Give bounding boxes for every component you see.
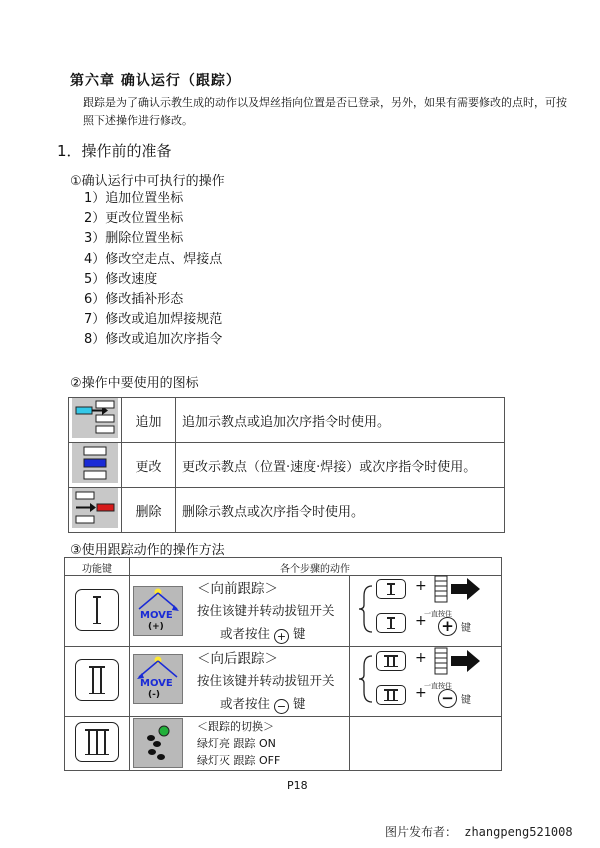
switch-title: ＜跟踪的切换＞ bbox=[197, 720, 274, 733]
list-item: 6）修改插补形态 bbox=[84, 291, 184, 307]
track-key-3-icon bbox=[75, 722, 119, 762]
method-table: 功能键 各个步骤的动作 MOVE (+) ＜向前跟踪＞ 按住该键并转动拔钮开关 或者按住 + 键 + + 一直按住 + 键 MOVE (-) ＜向后跟踪＞ 按住该键并转动拔钮开关 或者按住 − 键 + + 一直按住 − 键 ＜跟踪的切换＞ 绿灯亮 跟踪 ON 绿灯灭 跟踪 OFF bbox=[64, 557, 502, 771]
delete-icon bbox=[72, 488, 118, 528]
section-heading: 1．操作前的准备 bbox=[57, 142, 172, 160]
jog-dial-arrow-icon bbox=[434, 647, 484, 675]
icon-desc: 追加示教点或追加次序指令时使用。 bbox=[176, 398, 505, 443]
switch-on-text: 绿灯亮 跟踪 ON bbox=[197, 737, 276, 750]
list-item: 7）修改或追加焊接规范 bbox=[84, 312, 223, 328]
operations-heading: ①确认运行中可执行的操作 bbox=[70, 174, 225, 189]
add-icon bbox=[72, 398, 118, 438]
page-number: P18 bbox=[287, 779, 308, 792]
list-item: 8）修改或追加次序指令 bbox=[84, 332, 223, 348]
minus-key-icon: − bbox=[274, 699, 289, 714]
backward-line1: 按住该键并转动拔钮开关 bbox=[197, 673, 335, 688]
list-item: 5）修改速度 bbox=[84, 271, 158, 287]
plus-key-icon: + bbox=[274, 629, 289, 644]
move-forward-icon: MOVE (+) bbox=[133, 586, 183, 636]
credit-text: 图片发布者： zhangpeng521008 bbox=[385, 825, 573, 839]
list-item: 4）修改空走点、焊接点 bbox=[84, 251, 223, 267]
plus-key-icon: + bbox=[438, 617, 457, 636]
jog-dial-arrow-icon bbox=[434, 575, 484, 603]
intro-paragraph: 跟踪是为了确认示教生成的动作以及焊丝指向位置是否已登录，另外，如果有需要修改的点时，可按照下述操作进行修改。 bbox=[83, 96, 567, 127]
switch-off-text: 绿灯灭 跟踪 OFF bbox=[197, 754, 281, 767]
column-header: 各个步骤的动作 bbox=[280, 564, 350, 575]
backward-title: ＜向后跟踪＞ bbox=[197, 651, 278, 667]
icon-name: 更改 bbox=[122, 443, 176, 488]
forward-title: ＜向前跟踪＞ bbox=[197, 581, 278, 597]
track-key-2-small-icon bbox=[376, 685, 406, 705]
list-item: 2）更改位置坐标 bbox=[84, 211, 184, 227]
brace-icon bbox=[356, 654, 376, 704]
table-row bbox=[69, 398, 505, 443]
icon-desc: 更改示教点（位置·速度·焊接）或次序指令时使用。 bbox=[176, 443, 505, 488]
backward-line2: 或者按住 − 键 bbox=[220, 696, 306, 713]
forward-line2: 或者按住 + 键 bbox=[220, 626, 306, 643]
icons-heading: ②操作中要使用的图标 bbox=[70, 376, 199, 391]
chapter-title: 第六章 确认运行（跟踪） bbox=[70, 73, 241, 89]
list-item: 3）删除位置坐标 bbox=[84, 231, 184, 247]
minus-key-icon: − bbox=[438, 689, 457, 708]
track-key-2-small-icon bbox=[376, 651, 406, 671]
table-row bbox=[69, 443, 505, 488]
column-header: 功能键 bbox=[82, 564, 112, 575]
move-backward-icon: MOVE (-) bbox=[133, 654, 183, 704]
table-row bbox=[69, 488, 505, 533]
track-key-1-small-icon bbox=[376, 613, 406, 633]
track-key-1-small-icon bbox=[376, 579, 406, 599]
track-key-2-icon bbox=[75, 659, 119, 701]
track-key-1-icon bbox=[75, 589, 119, 631]
forward-line1: 按住该键并转动拔钮开关 bbox=[197, 603, 335, 618]
operations-list bbox=[84, 189, 222, 351]
brace-icon bbox=[356, 584, 376, 634]
icon-table bbox=[68, 397, 505, 533]
icon-name: 追加 bbox=[122, 398, 176, 443]
list-item: 1）追加位置坐标 bbox=[84, 191, 184, 206]
icon-name: 删除 bbox=[122, 488, 176, 533]
change-icon bbox=[72, 443, 118, 483]
track-switch-icon bbox=[133, 718, 183, 768]
icon-desc: 删除示教点或次序指令时使用。 bbox=[176, 488, 505, 533]
method-heading: ③使用跟踪动作的操作方法 bbox=[70, 543, 225, 558]
